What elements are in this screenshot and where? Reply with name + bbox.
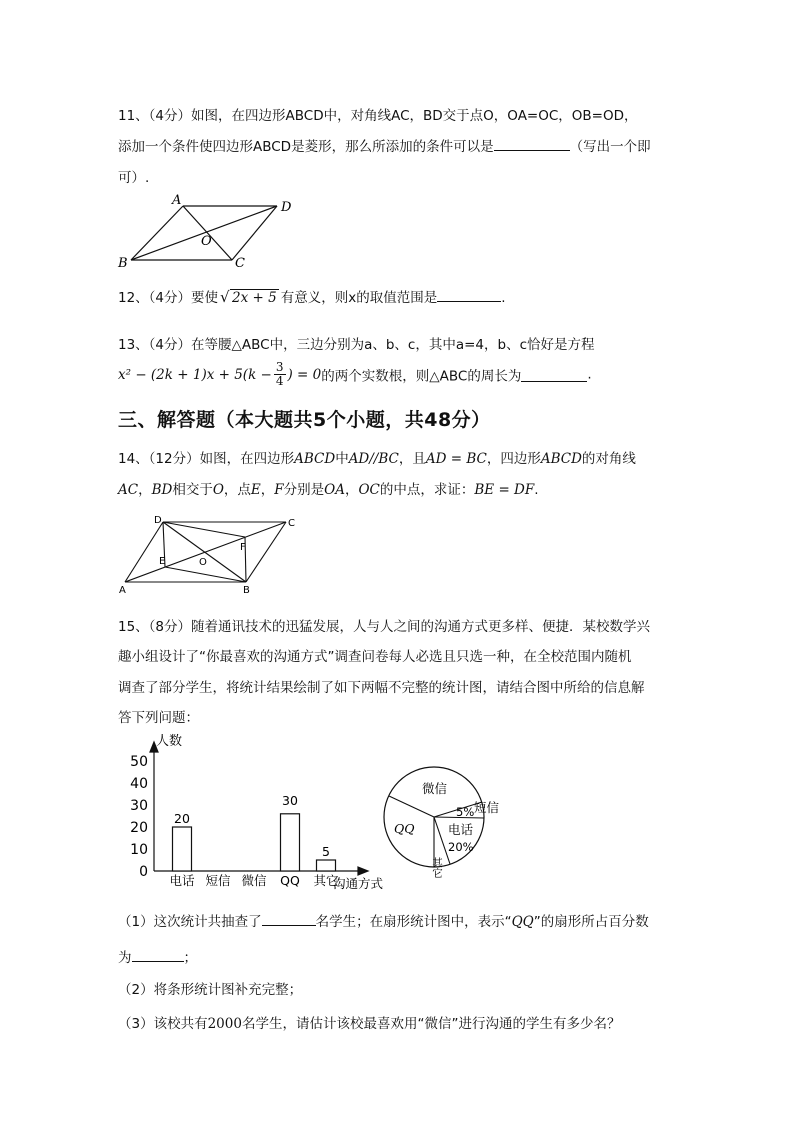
q14-t4: ， [260,482,275,498]
q15-sub1-d: 为 [118,950,132,966]
sqrt-expression [220,290,279,306]
q14-math-o: O [212,482,224,498]
q15-line2: 趣小组设计了“你最喜欢的沟通方式”调查问卷每人必选且只选一种，在全校范围内随机 [118,649,632,665]
pie-label-sms: 短信 [474,800,500,815]
pie-divider-wechat-qq [389,796,434,817]
q14-math-ad-eq-bc: AD = BC [425,451,487,467]
q15-sub1-percent-blank[interactable] [132,948,184,962]
q11-parallelogram-figure [115,190,295,270]
q14-math-ad-parallel-bc: AD//BC [348,451,399,467]
q11-line2-text: 添加一个条件使四边形ABCD是菱形，那么所添加的条件可以是 [118,139,494,155]
q11-line3: 可）. [118,170,150,186]
q14-t1: ， [138,482,152,498]
q14-t8: . [534,482,539,498]
q15-sub1-qq: QQ [511,914,534,930]
bar-chart-y-label: 人数 [156,734,183,749]
y-tick-label: 10 [130,842,148,858]
q14-label-o: O [199,557,207,568]
q14-t3: ，点 [223,482,251,498]
q14-math-abcd: ABCD [294,451,336,467]
q15-sub1-b: 名学生；在扇形统计图中，表示“ [315,914,512,930]
q14-t2: 相交于 [172,482,213,498]
q14-label-f: F [240,542,246,553]
bar-其它 [317,860,336,871]
radical-sign: √ [220,288,230,306]
pie-pct-sms: 5% [456,805,475,819]
q11-label-o: O [201,234,212,249]
pie-label-qq: QQ [394,821,415,836]
q14-math-f: F [274,482,284,498]
q15-line3: 调查了部分学生，将统计结果绘制了如下两幅不完整的统计图，请结合图中所给的信息解 [118,680,645,696]
q15-line4: 答下列问题： [118,710,199,726]
q15-sub3 [118,1012,620,1032]
pie-label-wechat: 微信 [422,781,448,796]
bar-QQ [281,814,300,871]
q13-fraction [274,361,286,388]
q14-text-1: 14、（12分）如图，在四边形 [118,451,295,467]
q14-label-d: D [154,515,162,526]
q14-label-a: A [119,585,126,596]
q14-line2 [118,478,539,498]
q14-line1 [118,447,636,467]
q11-line2 [118,135,651,155]
q12-suffix: 有意义，则x的取值范围是 [280,290,438,306]
q15-line1: 15、（8分）随着通讯技术的迅猛发展，人与人之间的沟通方式更多样、便捷．某校数学兴 [118,619,651,635]
q11-label-d: D [281,200,292,215]
q14-math-bd: BD [151,482,173,498]
pie-pct-phone: 20% [448,840,474,854]
q14-text-4: ，四边形 [486,451,541,467]
q15-sub1-c: ”的扇形所占百分数 [533,914,649,930]
y-tick-label: 30 [130,798,148,814]
q14-math-oc: OC [358,482,380,498]
q14-math-abcd-2: ABCD [540,451,582,467]
q14-math-be-eq-df: BE = DF [474,482,535,498]
q15-sub3-a: （3）该校共有 [118,1016,208,1032]
q13-equation-left: x² − (2k + 1)x + 5(k − [118,366,272,383]
bar-value-label: 5 [322,844,330,859]
q14-label-e: E [159,556,166,567]
q13-equation-right: ) = 0 [287,366,322,383]
q11-line2-tail: （写出一个即 [569,139,651,155]
q12-end: . [501,290,506,306]
q14-math-ac: AC [118,482,139,498]
q15-sub1-line2 [118,946,197,966]
q13-end: . [587,366,592,383]
q15-sub3-num: 2000 [207,1016,242,1032]
q11-answer-blank[interactable] [494,137,570,151]
pie-label-other: 其它 [431,857,443,878]
q14-text-2: 中 [335,451,349,467]
bar-value-label: 30 [282,793,298,808]
bar-chart [120,730,400,895]
x-category-label: 其它 [313,873,339,888]
y-tick-label: 20 [130,820,148,836]
x-category-label: 微信 [241,873,267,888]
bar-chart-x-label: 沟通方式 [333,876,384,891]
q14-label-b: B [243,585,250,596]
q14-t5: 分别是 [283,482,325,498]
q11-label-c: C [235,256,245,270]
q14-text-5: 的对角线 [581,451,636,467]
x-category-label: 电话 [169,873,195,888]
q15-sub3-b: 名学生，请估计该校最喜欢用“微信”进行沟通的学生有多少名？ [241,1016,621,1032]
q14-text-3: ，且 [398,451,426,467]
q13-line2-text: 的两个实数根，则△ABC的周长为 [321,368,522,385]
pie-chart [382,760,522,880]
q14-label-c: C [288,518,295,529]
q12-answer-blank[interactable] [437,288,501,302]
x-category-label: 短信 [205,873,231,888]
q13-line1: 13、（4分）在等腰△ABC中，三边分别为a、b、c，其中a=4，b、c恰好是方程 [118,337,595,353]
q12-line [118,286,506,306]
q11-label-a: A [172,193,182,208]
q12-prefix: 12、（4分）要使 [118,290,219,306]
q15-sub1-count-blank[interactable] [262,912,316,926]
q15-sub1-a: （1）这次统计共抽查了 [118,914,262,930]
q14-math-e: E [250,482,261,498]
q14-math-oa: OA [324,482,345,498]
q14-t7: 的中点，求证： [379,482,475,498]
section3-title: 三、解答题（本大题共5个小题，共48分） [118,409,491,431]
q13-answer-blank[interactable] [521,368,587,382]
q13-frac-num: 3 [275,360,284,374]
pie-label-phone: 电话 [448,822,474,837]
bar-电话 [173,827,192,871]
q15-sub1-e: ； [183,950,197,966]
q12-radicand: 2x + 5 [232,290,277,306]
q14-t6: ， [344,482,359,498]
q11-line1: 11、（4分）如图，在四边形ABCD中，对角线AC，BD交于点O，OA=OC，OB=OD， [118,108,638,124]
x-category-label: QQ [280,873,300,888]
q13-line2 [118,361,592,391]
y-tick-label: 50 [130,754,148,770]
x-axis-arrowhead [358,867,368,875]
q15-sub2: （2）将条形统计图补充完整； [118,982,303,998]
q15-sub1-line1 [118,910,649,930]
bar-value-label: 20 [174,811,190,826]
q11-label-b: B [118,256,128,270]
y-tick-label: 40 [130,776,148,792]
q13-frac-den: 4 [275,374,284,388]
y-tick-label: 0 [139,864,148,880]
q14-quadrilateral-figure [116,512,306,598]
